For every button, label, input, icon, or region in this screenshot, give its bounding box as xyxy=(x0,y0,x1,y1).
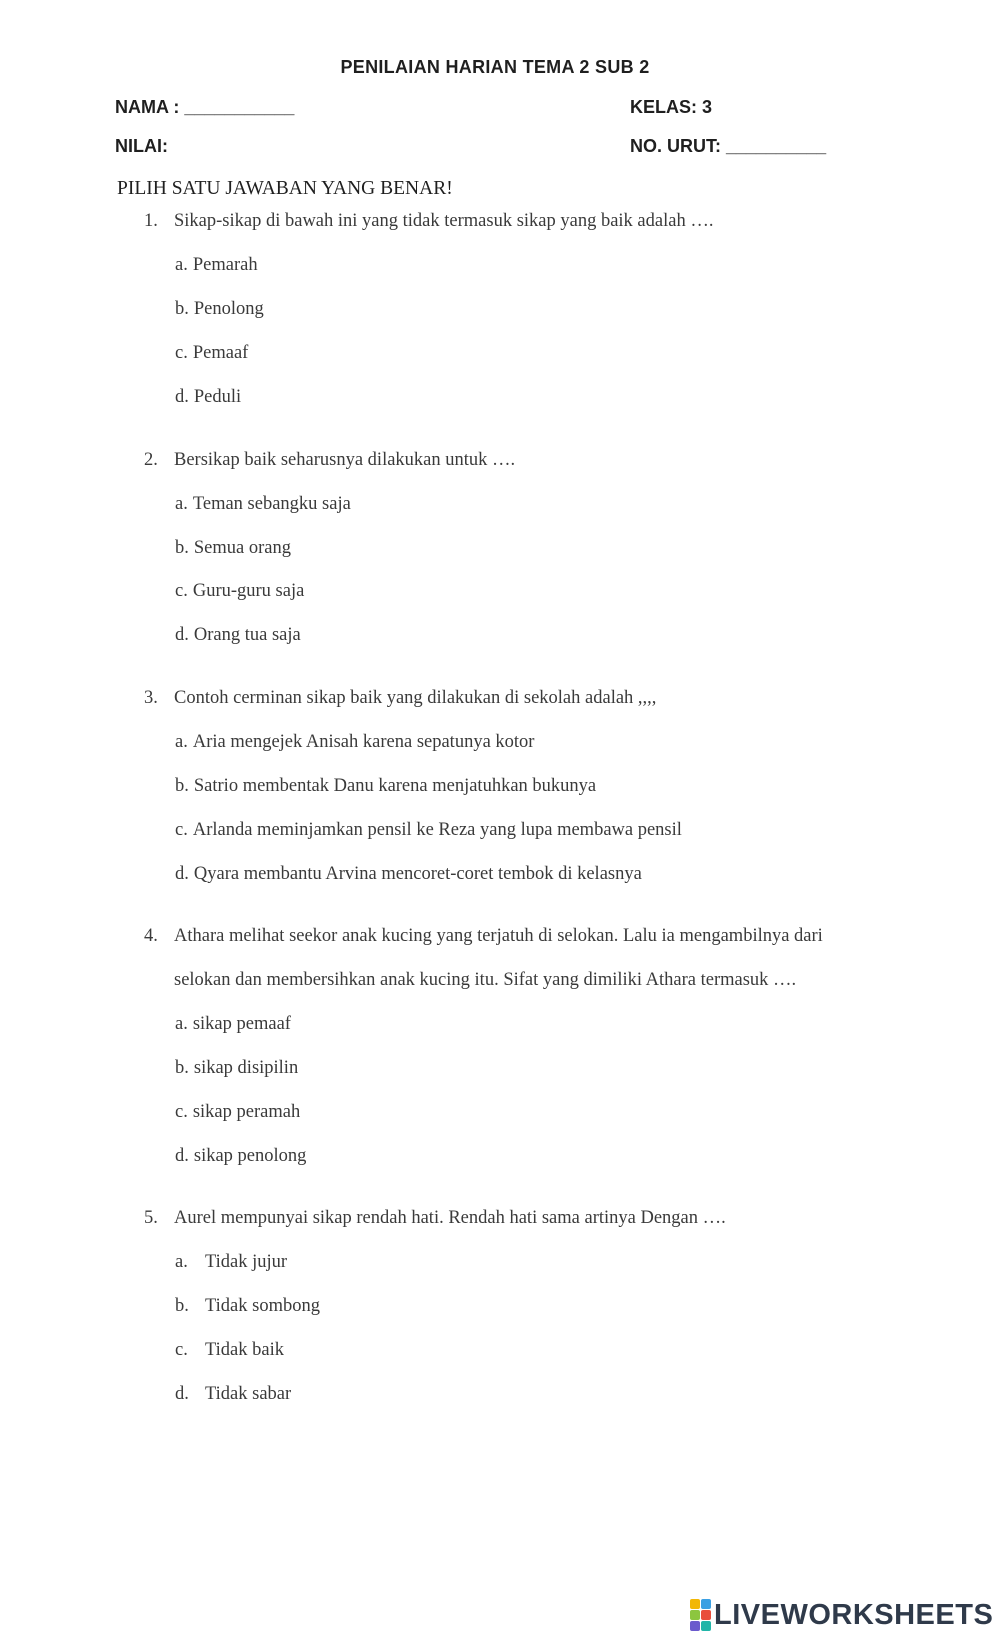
question-1-option-c[interactable] xyxy=(175,343,248,364)
option-text: Pemaaf xyxy=(192,343,249,363)
option-letter: c. xyxy=(175,343,188,363)
option-letter: a. xyxy=(175,1252,188,1272)
logo-tile xyxy=(690,1621,700,1631)
logo-tile xyxy=(701,1610,711,1620)
option-text: Tidak baik xyxy=(205,1340,284,1360)
option-text: Pemarah xyxy=(192,255,258,275)
instruction-text: PILIH SATU JAWABAN YANG BENAR! xyxy=(117,178,453,199)
option-text: Guru-guru saja xyxy=(192,581,305,601)
option-letter: b. xyxy=(175,299,189,319)
option-text: Satrio membentak Danu karena menjatuhkan bukunya xyxy=(193,776,597,796)
option-text: Aria mengejek Anisah karena sepatunya kotor xyxy=(192,732,535,752)
question-text: Contoh cerminan sikap baik yang dilakukan di sekolah adalah ,,,, xyxy=(174,688,657,708)
option-letter: c. xyxy=(175,820,188,840)
score-label: NILAI: xyxy=(115,136,168,156)
option-text: Peduli xyxy=(193,387,242,407)
question-text: Athara melihat seekor anak kucing yang terjatuh di selokan. Lalu ia mengambilnya dari xyxy=(174,926,823,946)
option-letter: a. xyxy=(175,732,188,752)
question-1-option-d[interactable] xyxy=(175,387,241,408)
question-2 xyxy=(144,450,515,471)
question-1-option-a[interactable] xyxy=(175,255,258,276)
question-4-option-a[interactable] xyxy=(175,1014,291,1035)
question-text-continued: selokan dan membersihkan anak kucing itu. Sifat yang dimiliki Athara termasuk …. xyxy=(174,970,797,990)
question-3-option-c[interactable] xyxy=(175,820,682,841)
question-2-option-b[interactable] xyxy=(175,538,291,559)
class-label: KELAS: 3 xyxy=(630,97,713,117)
question-number: 4. xyxy=(144,926,158,946)
question-4-option-b[interactable] xyxy=(175,1058,298,1079)
question-3-option-d[interactable] xyxy=(175,864,642,885)
option-text: Tidak sombong xyxy=(205,1296,320,1316)
question-5 xyxy=(144,1208,726,1229)
logo-tile xyxy=(690,1599,700,1609)
option-text: Qyara membantu Arvina mencoret-coret tembok di kelasnya xyxy=(193,864,642,884)
logo-tile xyxy=(690,1610,700,1620)
question-3 xyxy=(144,688,656,709)
option-text: Arlanda meminjamkan pensil ke Reza yang lupa membawa pensil xyxy=(192,820,682,840)
question-2-option-c[interactable] xyxy=(175,581,304,602)
question-5-option-c[interactable] xyxy=(175,1340,284,1361)
option-letter: d. xyxy=(175,864,189,884)
option-letter: c. xyxy=(175,1340,188,1360)
option-text: sikap pemaaf xyxy=(192,1014,291,1034)
option-text: Semua orang xyxy=(193,538,291,558)
liveworksheets-footer xyxy=(690,1598,993,1632)
option-letter: d. xyxy=(175,1146,189,1166)
option-text: Orang tua saja xyxy=(193,625,301,645)
option-letter: d. xyxy=(175,387,189,407)
option-text: Penolong xyxy=(193,299,264,319)
option-letter: d. xyxy=(175,1384,189,1404)
option-text: sikap penolong xyxy=(193,1146,307,1166)
question-number: 2. xyxy=(144,450,158,470)
roll-number-field-label: NO. URUT: __________ xyxy=(630,136,827,156)
option-letter: a. xyxy=(175,255,188,275)
question-2-option-a[interactable] xyxy=(175,494,351,515)
option-letter: b. xyxy=(175,1058,189,1078)
question-number: 5. xyxy=(144,1208,158,1228)
question-1 xyxy=(144,211,713,232)
option-text: sikap disipilin xyxy=(193,1058,299,1078)
logo-tile xyxy=(701,1621,711,1631)
option-letter: d. xyxy=(175,625,189,645)
name-field-label: NAMA : ___________ xyxy=(115,97,295,117)
option-letter: a. xyxy=(175,1014,188,1034)
question-text: Bersikap baik seharusnya dilakukan untuk …. xyxy=(174,450,516,470)
question-5-option-b[interactable] xyxy=(175,1296,320,1317)
option-letter: a. xyxy=(175,494,188,514)
question-text: Sikap-sikap di bawah ini yang tidak termasuk sikap yang baik adalah …. xyxy=(174,211,714,231)
question-1-option-b[interactable] xyxy=(175,299,264,320)
option-letter: b. xyxy=(175,776,189,796)
liveworksheets-logo-icon xyxy=(690,1599,711,1631)
logo-tile xyxy=(701,1599,711,1609)
option-letter: b. xyxy=(175,1296,189,1316)
option-text: Teman sebangku saja xyxy=(192,494,351,514)
question-5-option-a[interactable] xyxy=(175,1252,287,1273)
option-text: Tidak jujur xyxy=(205,1252,288,1272)
option-text: Tidak sabar xyxy=(205,1384,292,1404)
question-3-option-a[interactable] xyxy=(175,732,534,753)
option-letter: c. xyxy=(175,1102,188,1122)
worksheet-title: PENILAIAN HARIAN TEMA 2 SUB 2 xyxy=(340,57,650,77)
option-letter: b. xyxy=(175,538,189,558)
question-4-option-d[interactable] xyxy=(175,1146,306,1167)
question-4-option-c[interactable] xyxy=(175,1102,300,1123)
question-2-option-d[interactable] xyxy=(175,625,301,646)
question-text: Aurel mempunyai sikap rendah hati. Rendah hati sama artinya Dengan …. xyxy=(174,1208,726,1228)
option-letter: c. xyxy=(175,581,188,601)
question-5-option-d[interactable] xyxy=(175,1384,291,1405)
option-text: sikap peramah xyxy=(192,1102,301,1122)
liveworksheets-brand-text: LIVEWORKSHEETS xyxy=(714,1598,994,1631)
question-3-option-b[interactable] xyxy=(175,776,596,797)
question-number: 3. xyxy=(144,688,158,708)
question-number: 1. xyxy=(144,211,158,231)
question-4 xyxy=(144,926,823,990)
